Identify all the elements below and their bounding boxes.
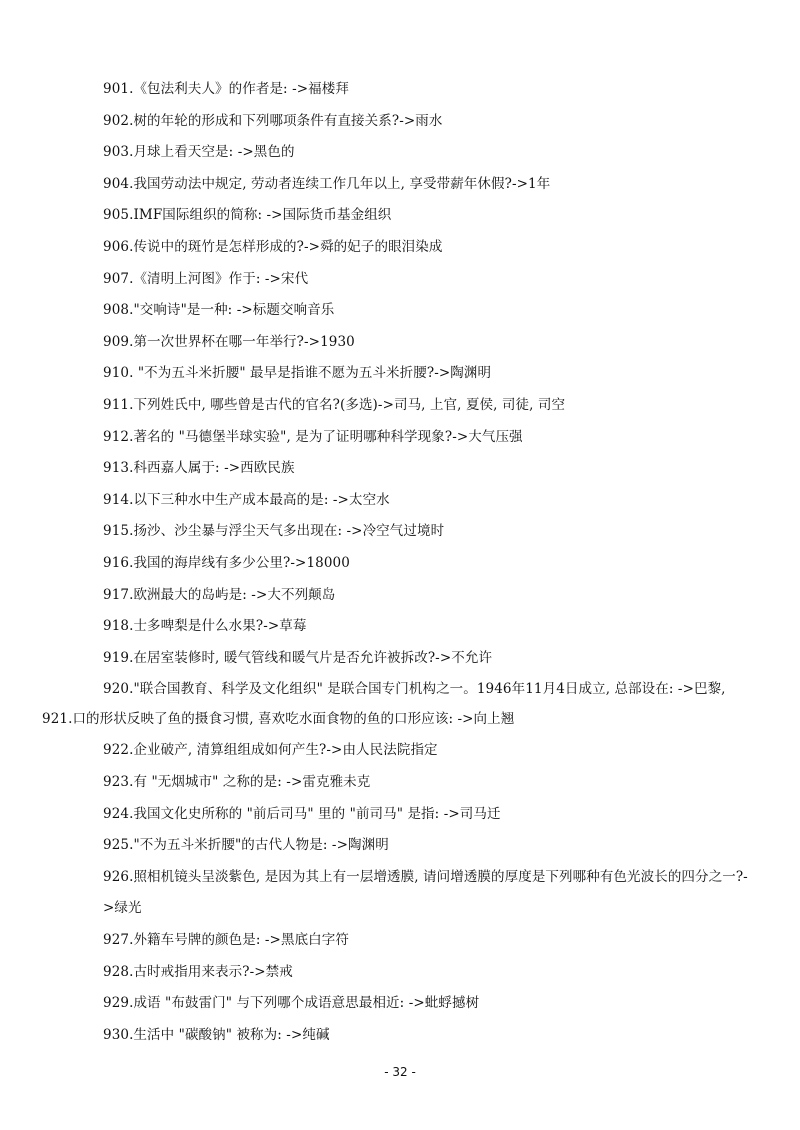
question-list <box>0 74 800 1051</box>
list-item: 904.我国劳动法中规定, 劳动者连续工作几年以上, 享受带薪年休假?->1年 <box>103 175 551 192</box>
list-item: 901.《包法利夫人》的作者是: ->福楼拜 <box>103 81 349 97</box>
list-item: 902.树的年轮的形成和下列哪项条件有直接关系?->雨水 <box>103 112 443 129</box>
list-item: 913.科西嘉人属于: ->西欧民族 <box>103 460 295 477</box>
list-item: 908."交响诗"是一种: ->标题交响音乐 <box>103 302 335 319</box>
list-item: 905.IMF国际组织的简称: ->国际货币基金组织 <box>103 207 392 224</box>
list-item: 929.成语 "布鼓雷门" 与下列哪个成语意思最相近: ->蚍蜉撼树 <box>103 995 480 1012</box>
list-item: 909.第一次世界杯在哪一年举行?->1930 <box>103 333 355 350</box>
list-item: 915.扬沙、沙尘暴与浮尘天气多出现在: ->冷空气过境时 <box>103 523 445 540</box>
list-item: 917.欧洲最大的岛屿是: ->大不列颠岛 <box>103 586 336 603</box>
list-item: 912.著名的 "马德堡半球实验", 是为了证明哪种科学现象?->大气压强 <box>103 428 523 445</box>
list-item: 907.《清明上河图》作于: ->宋代 <box>103 270 309 287</box>
list-item: 922.企业破产, 清算组组成如何产生?->由人民法院指定 <box>103 742 438 759</box>
page-number: - 32 - <box>384 1065 416 1079</box>
list-item: 930.生活中 "碳酸钠" 被称为: ->纯碱 <box>103 1026 330 1043</box>
list-item: 924.我国文化史所称的 "前后司马" 里的 "前司马" 是指: ->司马迁 <box>103 805 501 822</box>
list-item: 918.士多啤梨是什么水果?->草莓 <box>103 618 307 635</box>
list-item: 914.以下三种水中生产成本最高的是: ->太空水 <box>103 491 390 508</box>
list-item: 919.在居室装修时, 暖气管线和暖气片是否允许被拆改?->不允许 <box>103 649 493 666</box>
list-item: 911.下列姓氏中, 哪些曾是古代的官名?(多选)->司马, 上官, 夏侯, 司徒, 司空 <box>103 396 566 413</box>
list-item: 903.月球上看天空是: ->黑色的 <box>103 144 295 161</box>
list-item: 910. "不为五斗米折腰" 最早是指谁不愿为五斗米折腰?->陶渊明 <box>103 365 492 382</box>
list-item: 906.传说中的斑竹是怎样形成的?->舜的妃子的眼泪染成 <box>103 238 443 255</box>
list-item: 921.口的形状反映了鱼的摄食习惯, 喜欢吃水面食物的鱼的口形应该: ->向上翘 <box>42 710 515 727</box>
list-item: 920."联合国教育、科学及文化组织" 是联合国专门机构之一。1946年11月4日成立, 总部设在: ->巴黎, <box>103 681 726 698</box>
list-item: 928.古时戒指用来表示?->禁戒 <box>103 963 293 980</box>
list-item: 927.外籍车号牌的颜色是: ->黑底白字符 <box>103 932 349 949</box>
list-item: 925."不为五斗米折腰"的古代人物是: ->陶渊明 <box>103 837 389 854</box>
list-item: 926.照相机镜头呈淡紫色, 是因为其上有一层增透膜, 请问增透膜的厚度是下列哪种有色光波长的四分之一?->绿光 <box>103 868 748 917</box>
list-item: 923.有 "无烟城市" 之称的是: ->雷克雅未克 <box>103 774 371 791</box>
list-item: 916.我国的海岸线有多少公里?->18000 <box>103 554 350 571</box>
